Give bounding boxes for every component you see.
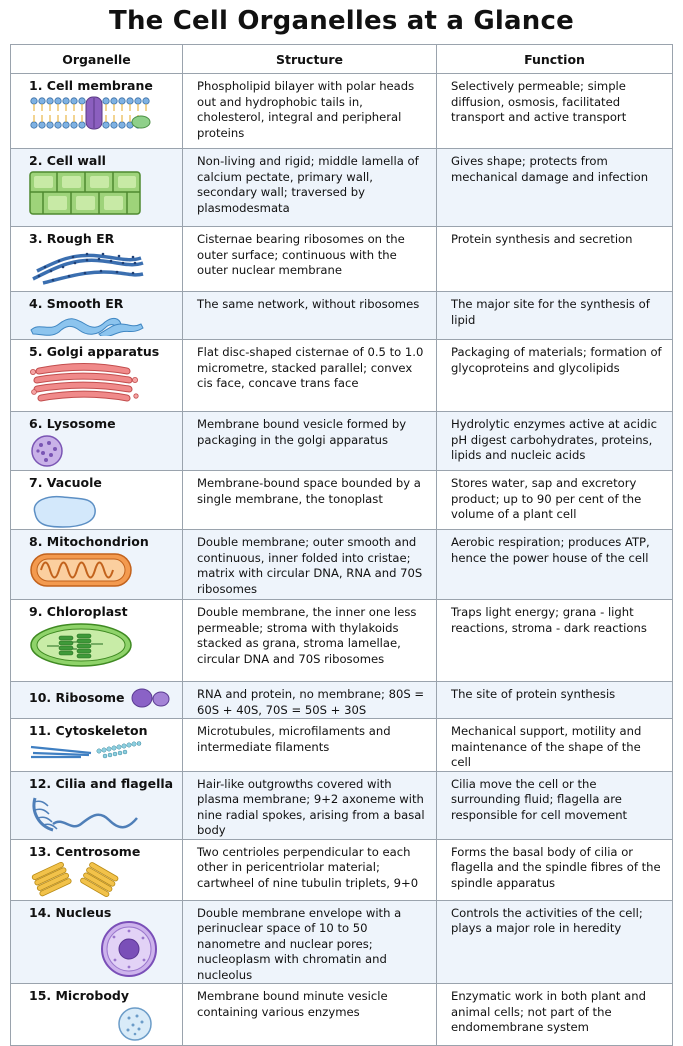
organelle-cell: [11, 530, 183, 600]
header-structure: Structure: [183, 45, 437, 74]
lysosome-icon: [29, 434, 65, 468]
organelle-cell: [11, 984, 183, 1046]
table-header-row: [11, 45, 673, 74]
vacuole-icon: [29, 493, 97, 529]
organelle-name: 14. Nucleus: [29, 904, 112, 920]
table-row: [11, 149, 673, 227]
table-row: [11, 682, 673, 719]
organelle-name: 5. Golgi apparatus: [29, 344, 160, 359]
table-row: [11, 412, 673, 471]
function-cell: Protein synthesis and secretion: [437, 227, 673, 292]
cilia-flagella-icon: [29, 794, 147, 834]
organelle-cell: [11, 719, 183, 772]
organelle-name: 4. Smooth ER: [29, 296, 124, 311]
structure-cell: Membrane-bound space bounded by a single membrane, the tonoplast: [183, 471, 437, 530]
function-cell: Aerobic respiration; produces ATP, hence the power house of the cell: [437, 530, 673, 600]
function-cell: The major site for the synthesis of lipid: [437, 292, 673, 340]
function-cell: The site of protein synthesis: [437, 682, 673, 719]
function-cell: Traps light energy; grana - light reactions, stroma - dark reactions: [437, 600, 673, 682]
structure-cell: The same network, without ribosomes: [183, 292, 437, 340]
organelle-cell: [11, 839, 183, 900]
header-organelle: Organelle: [11, 45, 183, 74]
cytoskeleton-icon: [29, 741, 147, 761]
organelle-cell: [11, 412, 183, 471]
table-row: [11, 227, 673, 292]
table-row: [11, 292, 673, 340]
function-cell: Gives shape; protects from mechanical damage and infection: [437, 149, 673, 227]
table-row: [11, 719, 673, 772]
organelle-name: 11. Cytoskeleton: [29, 723, 148, 738]
structure-cell: Membrane bound minute vesicle containing various enzymes: [183, 984, 437, 1046]
organelle-cell: [11, 771, 183, 839]
table-row: [11, 340, 673, 412]
structure-cell: Double membrane, the inner one less permeable; stroma with thylakoids stacked as grana, stroma lamellae, circular DNA and 70S ribosomes: [183, 600, 437, 682]
table-row: [11, 471, 673, 530]
organelle-cell: [11, 74, 183, 149]
table-row: [11, 984, 673, 1046]
function-cell: Packaging of materials; formation of glycoproteins and glycolipids: [437, 340, 673, 412]
organelle-name: 7. Vacuole: [29, 475, 102, 490]
structure-cell: Non-living and rigid; middle lamella of calcium pectate, primary wall, secondary wall; traversed by plasmodesmata: [183, 149, 437, 227]
nucleus-icon: [29, 920, 159, 978]
organelle-cell: [11, 900, 183, 984]
organelle-cell: [11, 149, 183, 227]
organelle-cell: [11, 292, 183, 340]
page-title: The Cell Organelles at a Glance: [109, 6, 574, 36]
table-row: [11, 839, 673, 900]
function-cell: Cilia move the cell or the surrounding fluid; flagella are responsible for cell movement: [437, 771, 673, 839]
table-row: [11, 600, 673, 682]
structure-cell: Flat disc-shaped cisternae of 0.5 to 1.0 micrometre, stacked parallel; convex cis face, concave trans face: [183, 340, 437, 412]
cell-wall-icon: [29, 171, 141, 215]
microbody-icon: [29, 1006, 159, 1042]
rough-er-icon: [29, 249, 147, 287]
structure-cell: RNA and protein, no membrane; 80S = 60S + 40S, 70S = 50S + 30S: [183, 682, 437, 719]
organelle-name: 1. Cell membrane: [29, 78, 153, 93]
organelle-cell: [11, 600, 183, 682]
organelle-cell: [11, 682, 183, 719]
function-cell: Hydrolytic enzymes active at acidic pH digest carbohydrates, proteins, lipids and nucleic acids: [437, 412, 673, 471]
table-row: [11, 74, 673, 149]
function-cell: Controls the activities of the cell; plays a major role in heredity: [437, 900, 673, 984]
golgi-icon: [29, 362, 141, 404]
function-cell: Selectively permeable; simple diffusion, osmosis, facilitated transport and active transport: [437, 74, 673, 149]
function-cell: Forms the basal body of cilia or flagella and the spindle fibres of the spindle apparatus: [437, 839, 673, 900]
organelle-cell: [11, 340, 183, 412]
mitochondrion-icon: [29, 552, 133, 588]
table-row: [11, 771, 673, 839]
structure-cell: Double membrane envelope with a perinuclear space of 10 to 50 nanometre and nuclear pores; nucleoplasm with chromatin and nucleolus: [183, 900, 437, 984]
organelle-cell: [11, 471, 183, 530]
organelle-name: 6. Lysosome: [29, 416, 116, 431]
structure-cell: Microtubules, microfilaments and intermediate filaments: [183, 719, 437, 772]
structure-cell: Double membrane; outer smooth and continuous, inner folded into cristae; matrix with circular DNA, RNA and 70S ribosomes: [183, 530, 437, 600]
structure-cell: Hair-like outgrowths covered with plasma membrane; 9+2 axoneme with nine radial spokes, arising from a basal body: [183, 771, 437, 839]
organelle-name: 13. Centrosome: [29, 843, 141, 859]
organelle-name: 15. Microbody: [29, 988, 130, 1003]
function-cell: Mechanical support, motility and maintenance of the shape of the cell: [437, 719, 673, 772]
organelle-name: 12. Cilia and flagella: [29, 775, 174, 791]
structure-cell: Phospholipid bilayer with polar heads out and hydrophobic tails in, cholesterol, integral and peripheral proteins: [183, 74, 437, 149]
table-row: [11, 900, 673, 984]
ribosome-icon: [130, 686, 172, 708]
structure-cell: Two centrioles perpendicular to each other in pericentriolar material; cartwheel of nine tubulin triplets, 9+0: [183, 839, 437, 900]
organelle-name: 9. Chloroplast: [29, 604, 128, 619]
organelle-table: [10, 44, 673, 1046]
smooth-er-icon: [29, 314, 145, 336]
function-cell: Enzymatic work in both plant and animal cells; not part of the endomembrane system: [437, 984, 673, 1046]
structure-cell: Cisternae bearing ribosomes on the outer surface; continuous with the outer nuclear membrane: [183, 227, 437, 292]
function-cell: Stores water, sap and excretory product; up to 90 per cent of the volume of a plant cell: [437, 471, 673, 530]
centrosome-icon: [29, 862, 123, 898]
table-row: [11, 530, 673, 600]
organelle-name: 2. Cell wall: [29, 153, 106, 168]
organelle-cell: [11, 227, 183, 292]
organelle-name: 10. Ribosome: [29, 689, 125, 705]
organelle-name: 8. Mitochondrion: [29, 534, 149, 549]
structure-cell: Membrane bound vesicle formed by packaging in the golgi apparatus: [183, 412, 437, 471]
cell-membrane-icon: [29, 96, 151, 130]
chloroplast-icon: [29, 622, 133, 668]
header-function: Function: [437, 45, 673, 74]
organelle-name: 3. Rough ER: [29, 231, 115, 246]
